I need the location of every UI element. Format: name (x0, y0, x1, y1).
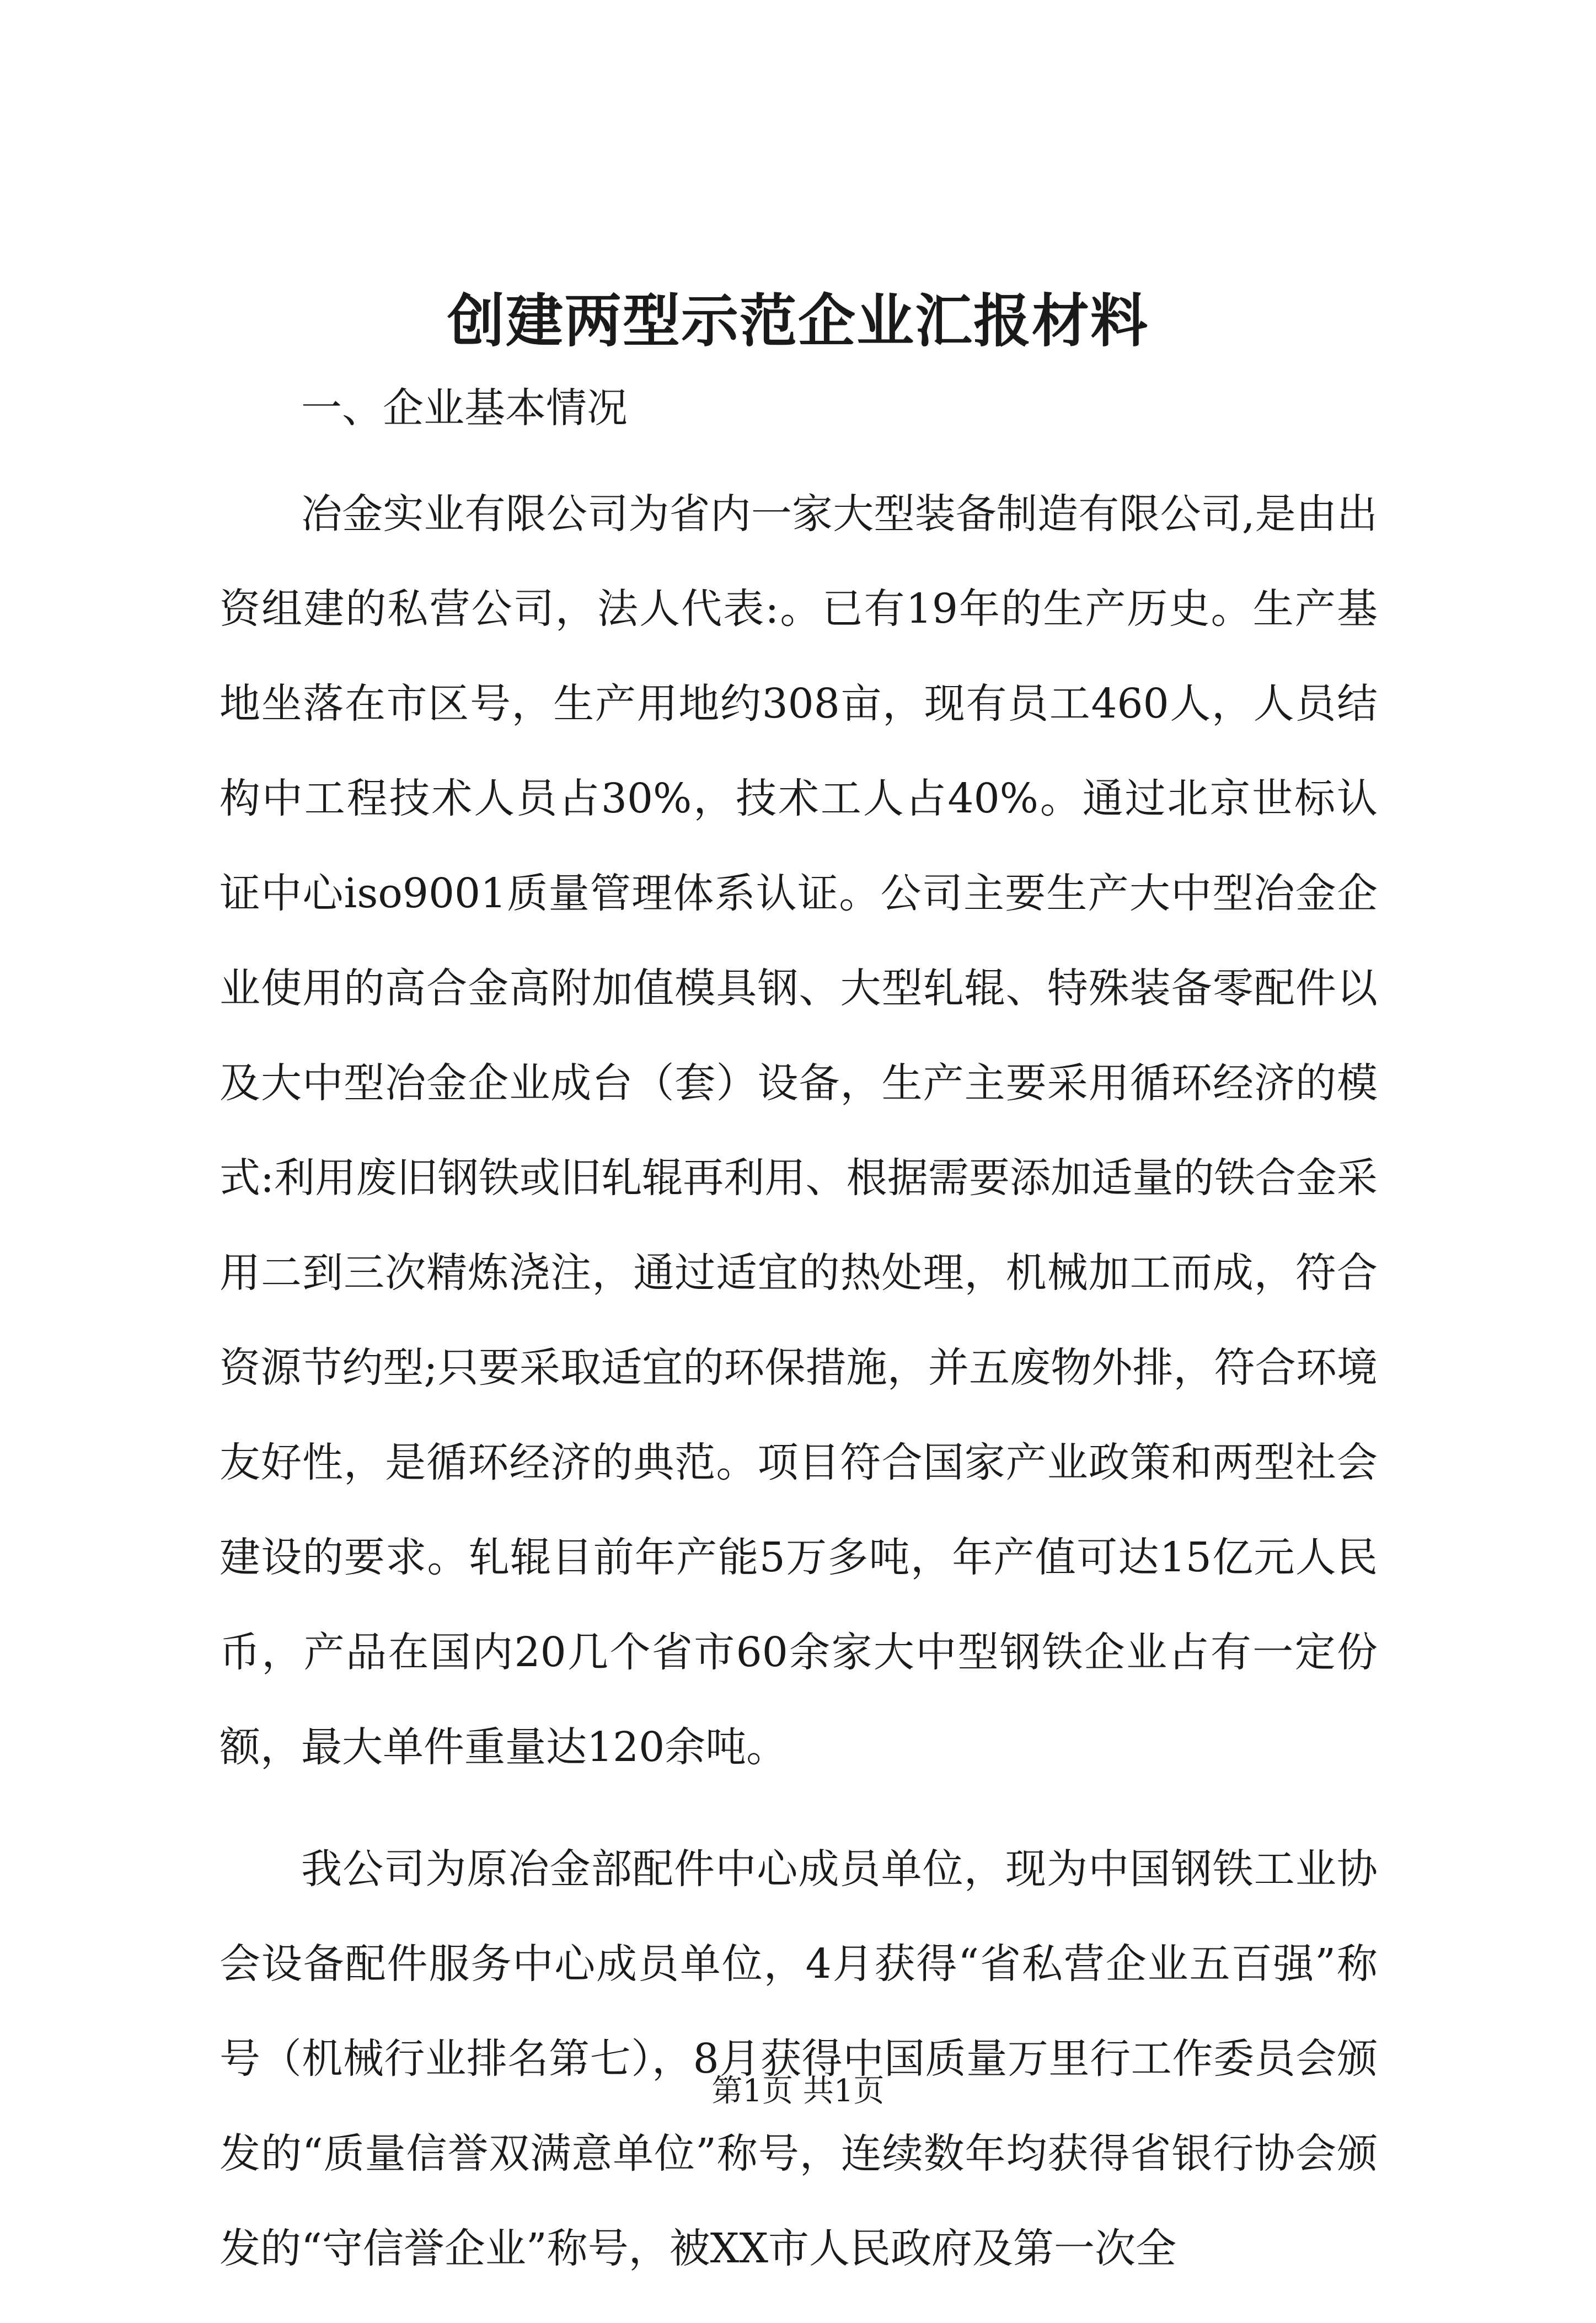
paragraph-company-overview: 冶金实业有限公司为省内一家大型装备制造有限公司,是由出资组建的私营公司，法人代表:。已有19年的生产历史。生产基地坐落在市区号，生产用地约308亩，现有员工460人，人员结构中工程技术人员占30%，技术工人占40%。通过北京世标认证中心iso9001质量管理体系认证。公司主要生产大中型冶金企业使用的高合金高附加值模具钢、大型轧辊、特殊装备零配件以及大中型冶金企业成台（套）设备，生产主要采用循环经济的模式:利用废旧钢铁或旧轧辊再利用、根据需要添加适量的铁合金采用二到三次精炼浇注，通过适宜的热处理，机械加工而成，符合资源节约型;只要采取适宜的环保措施，并五废物外排，符合环境友好性，是循环经济的典范。项目符合国家产业政策和两型社会建设的要求。轧辊目前年产能5万多吨，年产值可达15亿元人民币，产品在国内20几个省市60余家大中型钢铁企业占有一定份额，最大单件重量达120余吨。 (219, 490, 1378, 1771)
section-heading: 一、企业基本情况 (301, 384, 628, 432)
document-body (219, 381, 1378, 2323)
paragraph-honors: 我公司为原冶金部配件中心成员单位，现为中国钢铁工业协会设备配件服务中心成员单位，4月获得“省私营企业五百强”称号（机械行业排名第七），8月获得中国质量万里行工作委员会颁发的“质量信誉双满意单位”称号，连续数年均获得省银行协会颁发的“守信誉企业”称号，被XX市人民政府及第一次全 (219, 1845, 1378, 2272)
page-footer: 第1页 共1页 (711, 2073, 885, 2109)
document-title: 创建两型示范企业汇报材料 (447, 287, 1149, 355)
